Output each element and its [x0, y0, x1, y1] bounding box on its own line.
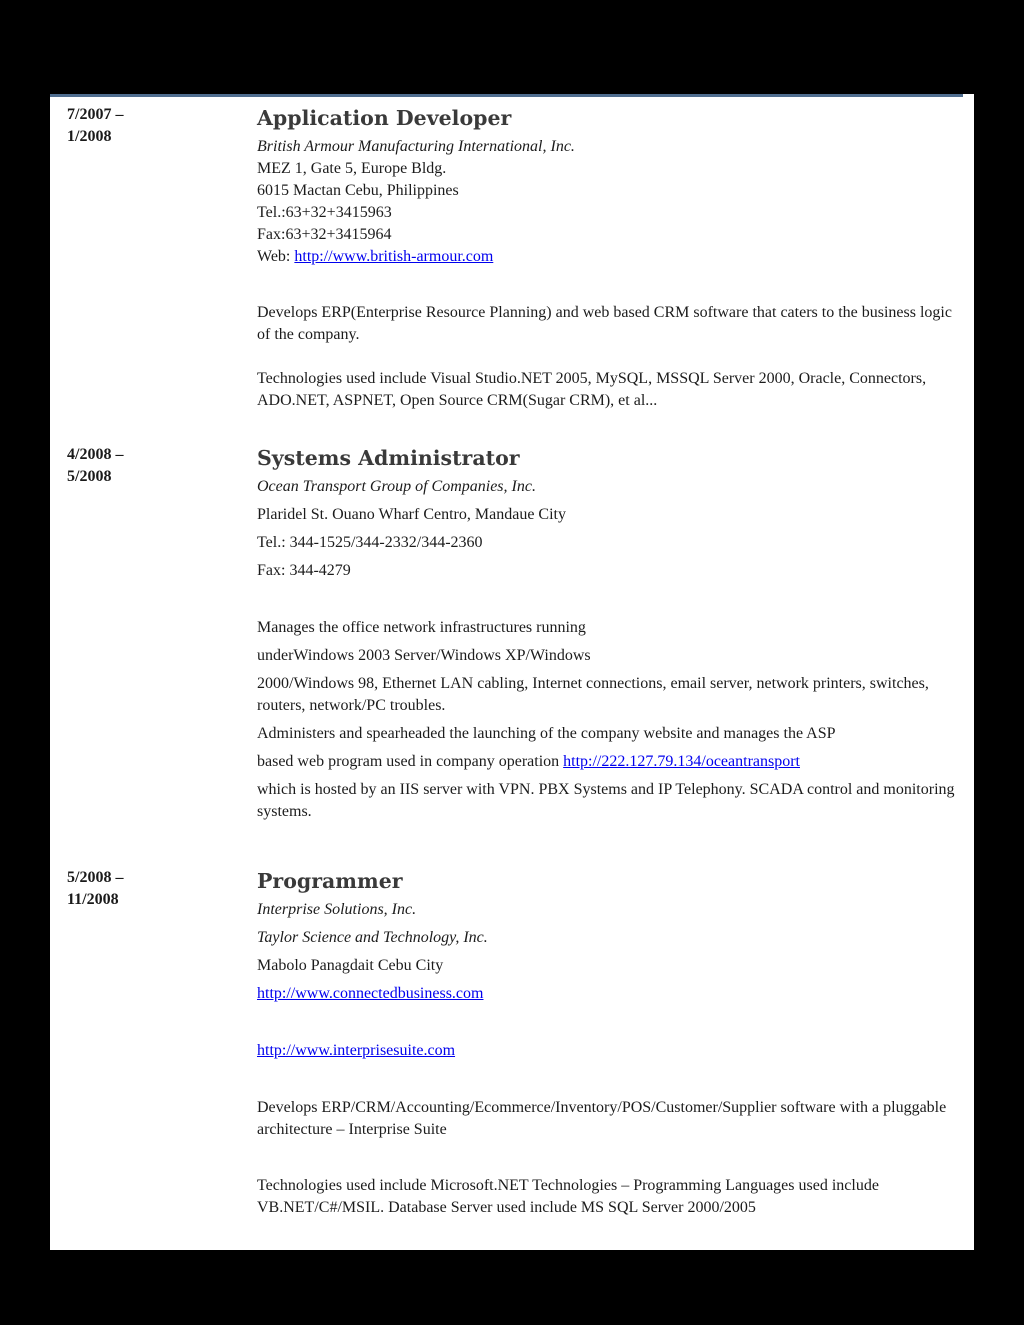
date-range	[67, 104, 207, 148]
description-text: based web program used in company operation	[257, 753, 564, 770]
web-label: Web:	[257, 248, 295, 265]
description-line: 2000/Windows 98, Ethernet LAN cabling, Internet connections, email server, network printers, switches, routers, network/PC troubles.	[257, 675, 929, 714]
job-description: Develops ERP/CRM/Accounting/Ecommerce/Inventory/POS/Customer/Supplier software with a pluggable architecture – Interprise Suite	[257, 1099, 947, 1138]
company-name: British Armour Manufacturing International, Inc.	[257, 138, 575, 155]
job-details	[257, 867, 969, 1219]
technologies-used: Technologies used include Microsoft.NET Technologies – Programming Languages used include VB.NET/C#/MSIL. Database Server used include MS SQL Server 2000/2005	[257, 1177, 879, 1216]
job-title: Application Developer	[257, 106, 512, 130]
date-start: 5/2008 –	[67, 869, 124, 886]
job-details	[257, 104, 969, 412]
tel-line: Tel.: 344-1525/344-2332/344-2360	[257, 534, 483, 551]
date-start: 4/2008 –	[67, 446, 124, 463]
date-end: 11/2008	[67, 891, 119, 908]
address-line: MEZ 1, Gate 5, Europe Bldg.	[257, 160, 447, 177]
job-title: Programmer	[257, 869, 403, 893]
description-line-with-link	[257, 751, 969, 773]
address-line: Plaridel St. Ouano Wharf Centro, Mandaue City	[257, 506, 566, 523]
website-line	[257, 1040, 969, 1062]
web-line	[257, 246, 969, 268]
address-line: 6015 Mactan Cebu, Philippines	[257, 182, 459, 199]
tel-line: Tel.:63+32+3415963	[257, 204, 392, 221]
company-name: Interprise Solutions, Inc.	[257, 901, 417, 918]
job-title: Systems Administrator	[257, 446, 520, 470]
description-line: Administers and spearheaded the launching of the company website and manages the ASP	[257, 725, 836, 742]
fax-line: Fax:63+32+3415964	[257, 226, 392, 243]
job-description: Develops ERP(Enterprise Resource Planning) and web based CRM software that caters to the business logic of the company.	[257, 304, 952, 343]
company-name: Taylor Science and Technology, Inc.	[257, 929, 488, 946]
description-line: which is hosted by an IIS server with VPN. PBX Systems and IP Telephony. SCADA control and monitoring systems.	[257, 781, 955, 820]
date-end: 5/2008	[67, 468, 112, 485]
company-name: Ocean Transport Group of Companies, Inc.	[257, 478, 536, 495]
company-web-program-link[interactable]: http://222.127.79.134/oceantransport	[563, 753, 800, 770]
resume-page	[50, 94, 974, 1250]
interprisesuite-link[interactable]: http://www.interprisesuite.com	[257, 1042, 456, 1059]
top-divider	[50, 94, 963, 97]
job-details	[257, 444, 969, 823]
date-range	[67, 444, 207, 488]
description-line: Manages the office network infrastructures running	[257, 619, 586, 636]
address-line: Mabolo Panagdait Cebu City	[257, 957, 444, 974]
date-end: 1/2008	[67, 128, 112, 145]
date-start: 7/2007 –	[67, 106, 124, 123]
technologies-used: Technologies used include Visual Studio.NET 2005, MySQL, MSSQL Server 2000, Oracle, Connectors, ADO.NET, ASPNET, Open Source CRM(Sugar CRM), et al...	[257, 370, 927, 409]
connectedbusiness-link[interactable]: http://www.connectedbusiness.com	[257, 985, 484, 1002]
fax-line: Fax: 344-4279	[257, 562, 351, 579]
date-range	[67, 867, 207, 911]
company-website-link[interactable]: http://www.british-armour.com	[294, 248, 494, 265]
website-line	[257, 983, 969, 1005]
description-line: underWindows 2003 Server/Windows XP/Windows	[257, 647, 591, 664]
